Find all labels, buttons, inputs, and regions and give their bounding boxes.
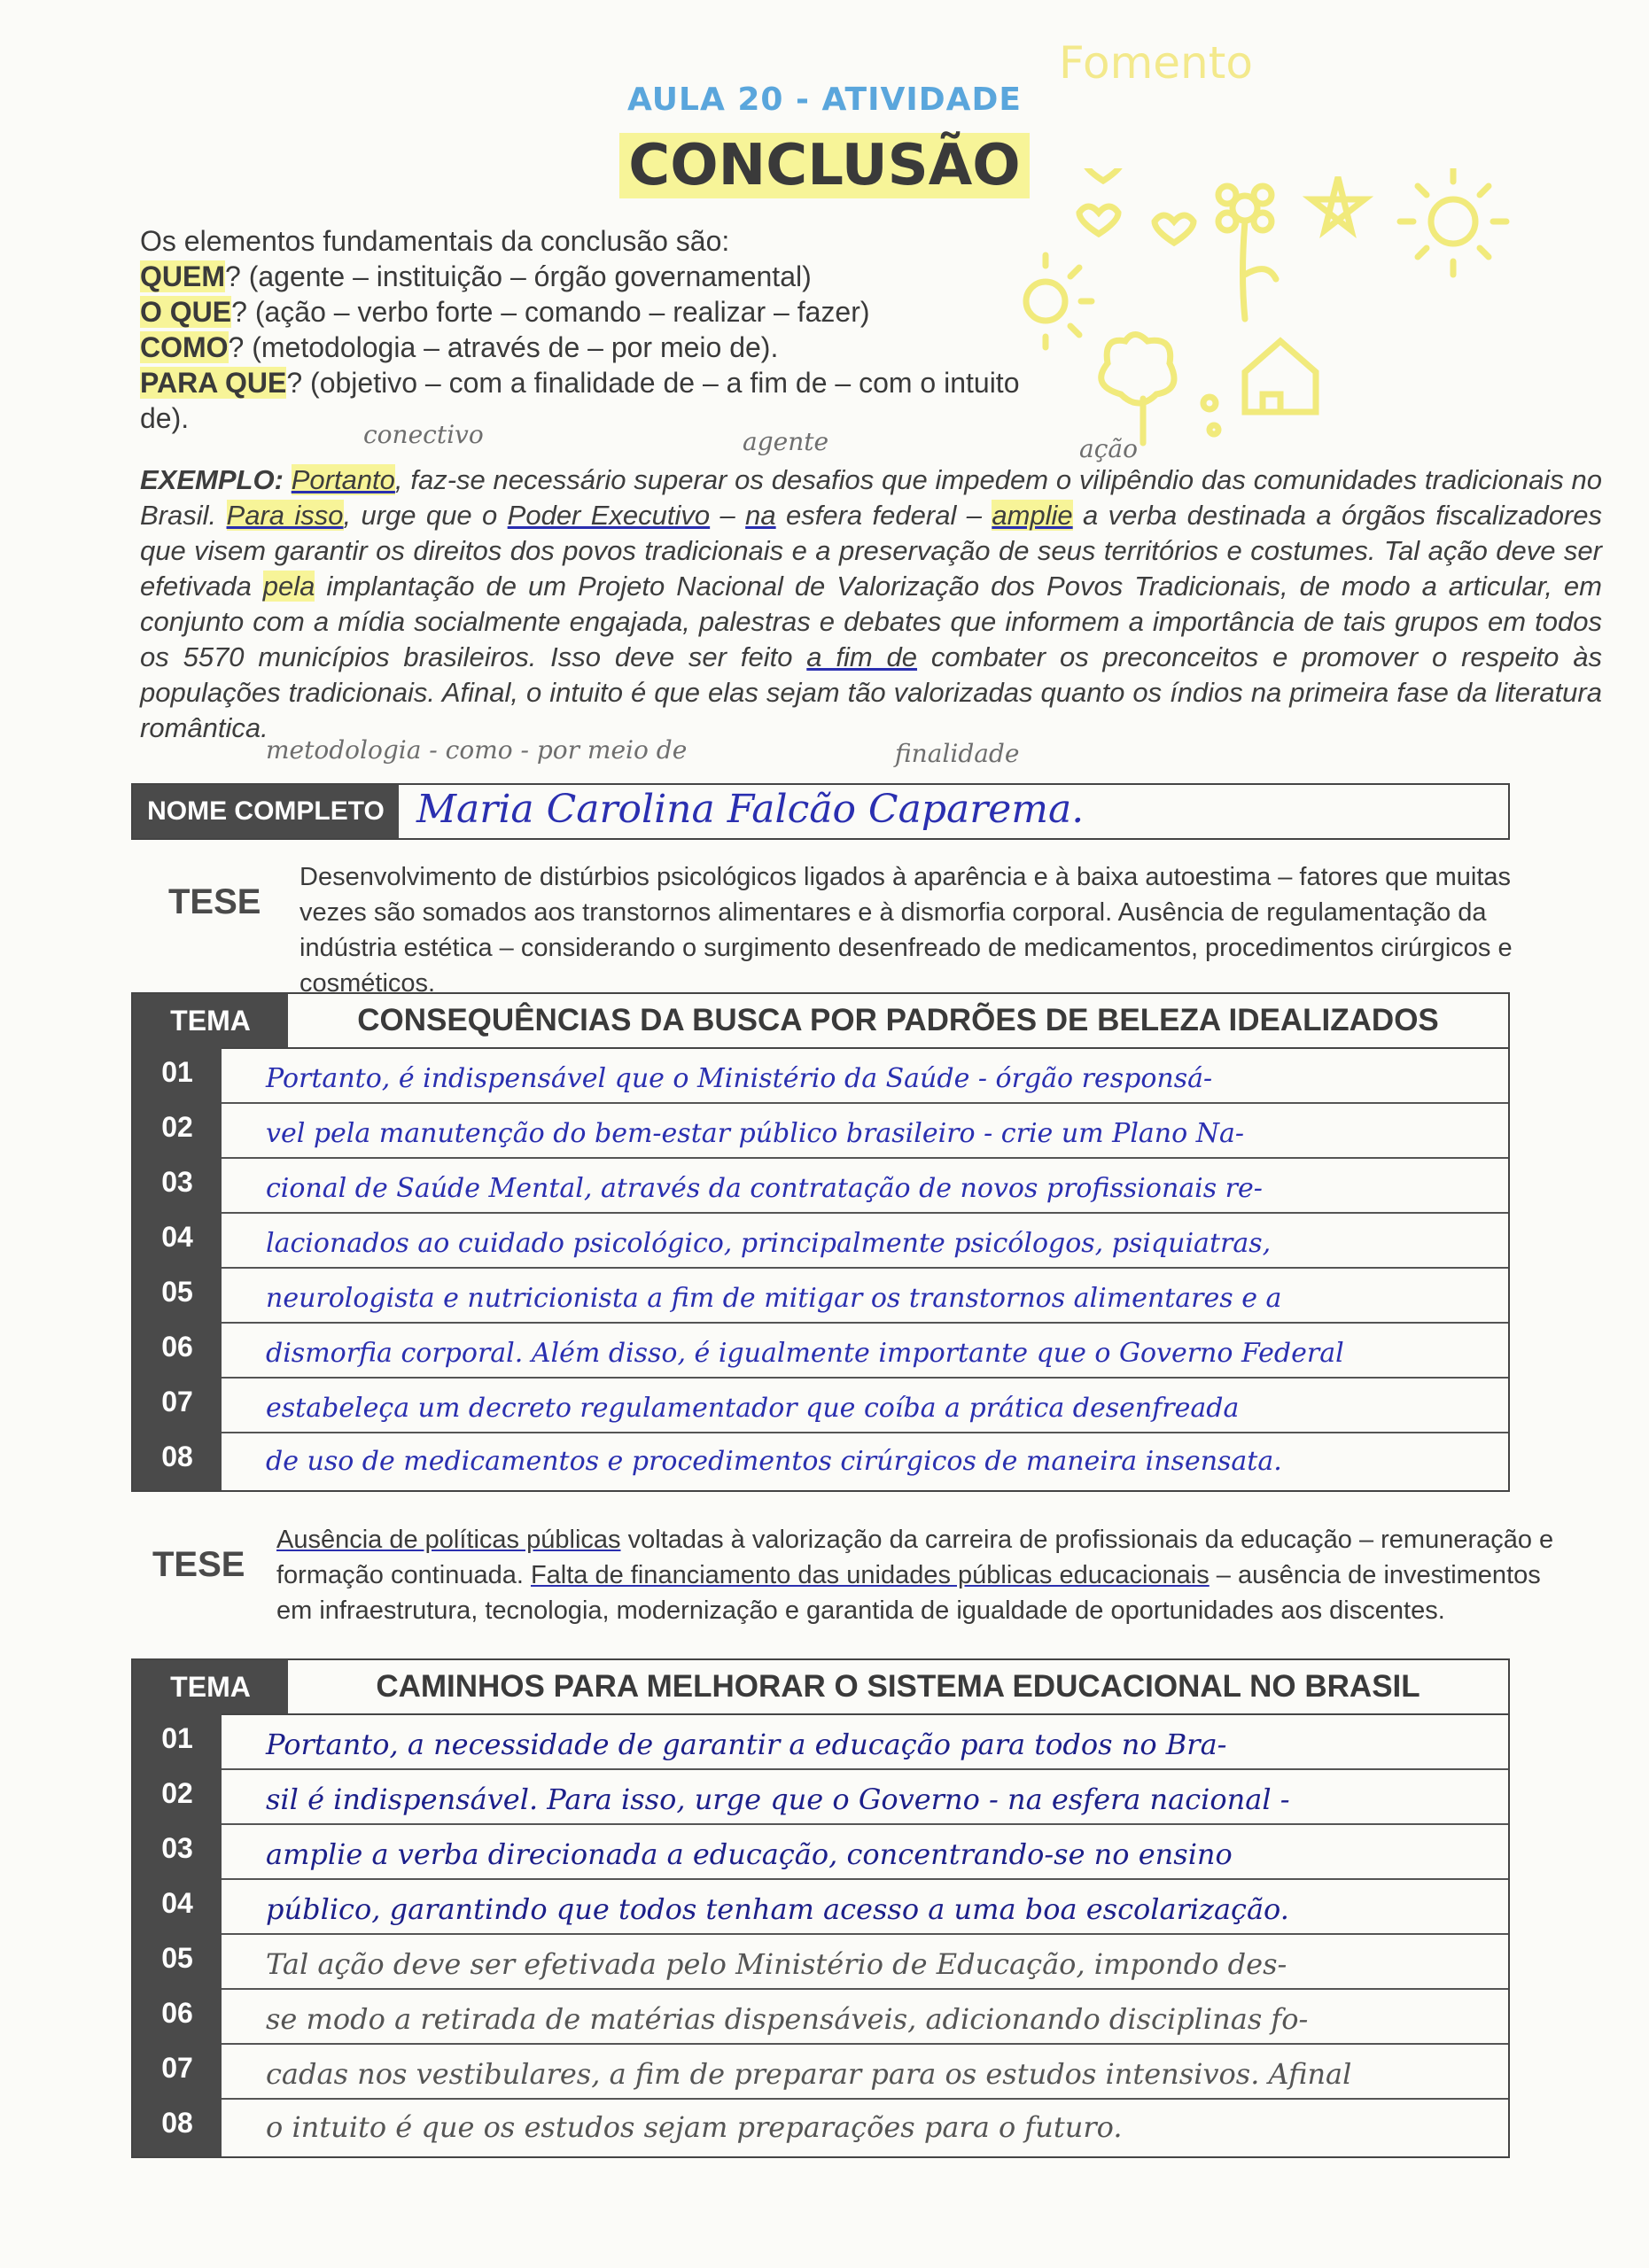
heart-doodle-1 — [1079, 206, 1118, 234]
tema-header-1 — [133, 994, 1508, 1049]
intro-key: PARA QUE — [140, 367, 287, 399]
essay-line: amplie a verba direcionada a educação, concentrando-se no ensino — [266, 1837, 1233, 1871]
essay-line: dismorfia corporal. Além disso, é igualmente importante que o Governo Federal — [266, 1338, 1344, 1369]
line-number: 08 — [161, 1441, 193, 1472]
intro-item-como — [140, 330, 1044, 365]
example-text: implantação de um Projeto Nacional de Valorização dos Povos Tradicionais, de modo a articular, em conjunto com a mídia socialmente engajada, palestras e debates que informem a importância de tais grupos em todos os 5570 municípios brasileiros. Isso deve ser feito — [140, 571, 1602, 672]
essay-line: de uso de medicamentos e procedimentos cirúrgicos de maneira insensata. — [266, 1446, 1282, 1477]
ruled-line — [222, 1988, 1508, 1990]
name-field[interactable] — [131, 783, 1510, 840]
heart-doodle-3 — [1084, 168, 1123, 181]
essay-line: vel pela manutenção do bem-estar público brasileiro - crie um Plano Na- — [266, 1118, 1244, 1149]
name-field-value[interactable]: Maria Carolina Falcão Caparema. — [416, 787, 1085, 832]
essay-line: o intuito é que os estudos sejam preparações para o futuro. — [266, 2110, 1123, 2144]
line-number-column — [133, 1047, 222, 1490]
example-connective: Portanto — [291, 464, 395, 495]
example-text: esfera federal – — [775, 500, 992, 531]
example-text: , faz-se necessário superar os desafios que impedem o vilipêndio das comunidades tradicionais no Brasil. — [140, 464, 1602, 531]
intro-desc: ? (metodologia – através de – por meio de). — [228, 331, 779, 363]
example-action-verb: amplie — [992, 500, 1073, 531]
ruled-line — [222, 1322, 1508, 1324]
ruled-line — [222, 1102, 1508, 1104]
star-doodle — [1311, 177, 1365, 230]
tese-underline-2: Falta de financiamento das unidades públicas educacionais — [530, 1561, 1210, 1589]
ruled-line — [222, 2098, 1508, 2100]
tese-text-2 — [276, 1522, 1579, 1628]
example-purpose: a fim de — [806, 641, 918, 672]
ruled-line — [222, 1267, 1508, 1269]
tese-label-1: TESE — [168, 882, 261, 921]
line-number-column — [133, 1713, 222, 2156]
example-sphere: na — [745, 500, 776, 531]
line-number: 01 — [161, 1722, 193, 1754]
tese-text-part: voltadas à valorização da carreira de profissionais da educação – remuneração e formação continuada. — [276, 1526, 1554, 1589]
tema-title-2: CAMINHOS PARA MELHORAR O SISTEMA EDUCACIONAL NO BRASIL — [376, 1669, 1420, 1704]
annotation-agente: agente — [743, 427, 829, 456]
line-number: 03 — [161, 1832, 193, 1864]
line-number: 05 — [161, 1942, 193, 1974]
heart-doodle-2 — [1155, 215, 1194, 243]
annotation-conectivo: conectivo — [363, 420, 484, 449]
highlighter-doodles — [1019, 168, 1515, 452]
annotation-finalidade: finalidade — [895, 739, 1020, 768]
example-text: a verba destinada a órgãos fiscalizadores que visem garantir os direitos dos povos tradicionais e a preservação de seus territórios e costumes. Tal ação deve ser efetivada — [140, 500, 1602, 602]
tema-box-2 — [131, 1658, 1510, 2158]
tese-text-part: – ausência de investimentos em infraestrutura, tecnologia, modernização e garantida de igualdade de oportunidades aos discentes. — [276, 1561, 1541, 1625]
ruled-line — [222, 1933, 1508, 1935]
tese-text-1: Desenvolvimento de distúrbios psicológicos ligados à aparência e à baixa autoestima – fatores que muitas vezes são somados aos transtornos alimentares e à dismorfia corporal. Ausência de regulamentação da indústria estética – considerando o surgimento desenfreado de medicamentos, procedimentos cirúrgicos e cosméticos. — [299, 863, 1513, 998]
essay-line: Portanto, é indispensável que o Ministério da Saúde - órgão responsá- — [266, 1063, 1213, 1094]
tema-label: TEMA — [133, 1660, 288, 1713]
tema-label: TEMA — [133, 994, 288, 1047]
ruled-line — [222, 1823, 1508, 1825]
ruled-line — [222, 1377, 1508, 1379]
essay-line: estabeleça um decreto regulamentador que coíba a prática desenfreada — [266, 1393, 1240, 1424]
annotation-acao: ação — [1079, 434, 1138, 463]
intro-item-oque — [140, 294, 1044, 330]
tema-box-1 — [131, 992, 1510, 1492]
line-number: 04 — [161, 1221, 193, 1253]
essay-line: neurologista e nutricionista a fim de mitigar os transtornos alimentares e a — [266, 1283, 1282, 1314]
ruled-line — [222, 1768, 1508, 1770]
line-number: 01 — [161, 1056, 193, 1088]
intro-key: QUEM — [140, 260, 225, 292]
intro-item-quem — [140, 259, 1044, 294]
lesson-label: AULA 20 - ATIVIDADE — [627, 82, 1022, 118]
essay-line: sil é indispensável. Para isso, urge que o Governo - na esfera nacional - — [266, 1783, 1290, 1816]
line-number: 04 — [161, 1887, 193, 1919]
essay-line: Tal ação deve ser efetivada pelo Ministério de Educação, impondo des- — [266, 1947, 1287, 1981]
example-label: EXEMPLO: — [140, 464, 284, 495]
example-text: combater os preconceitos e promover o respeito às populações tradicionais. Afinal, o intuito é que elas sejam tão valorizadas quanto os índios na primeira fase da literatura romântica. — [140, 641, 1602, 743]
intro-key: COMO — [140, 331, 229, 363]
line-number: 06 — [161, 1331, 193, 1363]
line-number: 07 — [161, 2052, 193, 2084]
example-connective-2: Para isso — [226, 500, 344, 531]
line-number: 02 — [161, 1777, 193, 1809]
essay-line: lacionados ao cuidado psicológico, principalmente psicólogos, psiquiatras, — [266, 1228, 1272, 1259]
annotation-metodologia: metodologia - como - por meio de — [266, 735, 688, 765]
example-text: , urge que o — [343, 500, 508, 531]
line-number: 08 — [161, 2107, 193, 2139]
line-number: 03 — [161, 1166, 193, 1198]
house-doodle — [1245, 341, 1316, 412]
tese-underline-1: Ausência de políticas públicas — [276, 1526, 621, 1554]
essay-line: se modo a retirada de matérias dispensáveis, adicionando disciplinas fo- — [266, 2002, 1309, 2036]
ruled-line — [222, 1212, 1508, 1214]
name-field-label: NOME COMPLETO — [133, 785, 399, 838]
line-number: 06 — [161, 1997, 193, 2029]
tema-header-2 — [133, 1660, 1508, 1715]
intro-key: O QUE — [140, 296, 232, 328]
tema-title-1: CONSEQUÊNCIAS DA BUSCA POR PADRÕES DE BELEZA IDEALIZADOS — [357, 1003, 1439, 1037]
ruled-line — [222, 1157, 1508, 1159]
doodle-word: Fomento — [1059, 37, 1253, 89]
example-paragraph — [140, 462, 1602, 746]
tese-label-2: TESE — [152, 1545, 245, 1584]
line-number: 07 — [161, 1386, 193, 1418]
sun-doodle-1 — [1431, 199, 1475, 244]
example-text: – — [710, 500, 746, 531]
page-title-text: CONCLUSÃO — [619, 133, 1029, 198]
example-agent: Poder Executivo — [507, 500, 711, 531]
intro-item-paraque — [140, 365, 1044, 436]
essay-line: cional de Saúde Mental, através da contratação de novos profissionais re- — [266, 1173, 1263, 1204]
intro-desc: ? (agente – instituição – órgão governamental) — [225, 260, 812, 292]
ruled-line — [222, 2043, 1508, 2045]
essay-line: Portanto, a necessidade de garantir a educação para todos no Bra- — [266, 1728, 1227, 1761]
line-number: 05 — [161, 1276, 193, 1308]
example-method: pela — [262, 571, 315, 602]
intro-desc: ? (objetivo – com a finalidade de – a fim de – com o intuito de). — [140, 367, 1020, 434]
tree-doodle — [1101, 335, 1174, 444]
intro-block — [140, 223, 1044, 436]
intro-lead: Os elementos fundamentais da conclusão são: — [140, 225, 730, 257]
intro-desc: ? (ação – verbo forte – comando – realizar – fazer) — [231, 296, 870, 328]
line-number: 02 — [161, 1111, 193, 1143]
ruled-line — [222, 1432, 1508, 1433]
essay-line: público, garantindo que todos tenham acesso a uma boa escolarização. — [266, 1892, 1289, 1926]
ruled-line — [222, 1878, 1508, 1880]
essay-line: cadas nos vestibulares, a fim de preparar para os estudos intensivos. Afinal — [266, 2057, 1352, 2091]
